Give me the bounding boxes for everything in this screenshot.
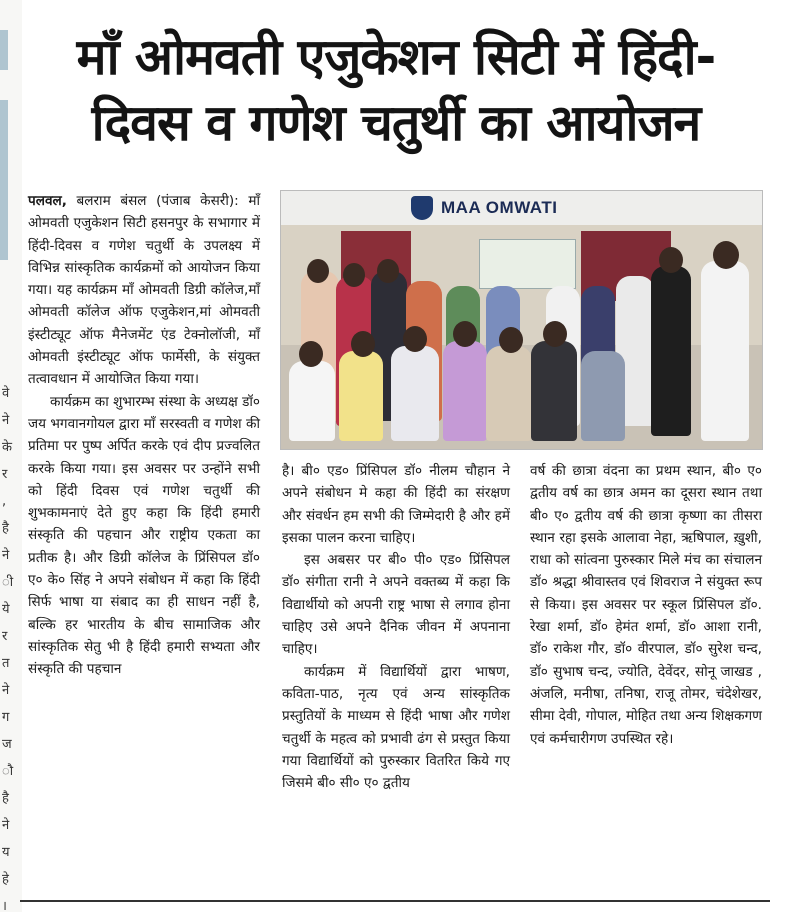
institution-sign xyxy=(411,195,571,221)
paragraph: वर्ष की छात्रा वंदना का प्रथम स्थान, बी० ए० द्वतीय वर्ष का छात्र अमन का दूसरा स्थान तथा बी० ए० द्वतीय वर्ष की छात्रा कृष्णा का तीसरा स्थान रहा इसके आलावा नेहा, ऋषिपाल, ख़ुशी, राधा को सांत्वना पुरुस्कार मिले मंच का संचालन डॉ० श्रद्धा श्रीवास्तव एवं शिवराज ने संयुक्त रूप से किया। इस अवसर पर स्कूल प्रिंसिपल डॉ०. रेखा शर्मा, डॉ० हेमंत शर्मा, डॉ० आशा रानी, डॉ० राकेश गौर, डॉ० वीरपाल, डॉ० सुरेश चन्द, डॉ० सुभाष चन्द, ज्योति, देवेंदर, सोनू जाखड , अंजलि, मनीषा, तनिषा, राजू तोमर, चंदेशेखर, सीमा देवी, गोपाल, मोहित तथा अन्य शिक्षकगण एवं कर्मचारीगण उपस्थित रहे। xyxy=(530,463,762,747)
article-column-1 xyxy=(28,190,260,681)
dateline: पलवल, xyxy=(28,193,67,209)
article-column-3 xyxy=(530,460,762,750)
paragraph: कार्यक्रम का शुभारम्भ संस्था के अध्यक्ष डॉ० जय भगवानगोयल द्वारा माँ सरस्वती व गणेश की प्रतिमा पर पुष्प अर्पित करके एवं दीप प्रज्वलित करके किया गया। इस अवसर पर उन्होंने सभी को हिंदी दिवस एवं गणेश चतुर्थी की शुभकामनाएं देते हुए कहा कि हिंदी हमारी संस्कृति की पहचान और राष्ट्रीय एकता का प्रतीक है। और डिग्री कॉलेज के प्रिंसिपल डॉ० ए० के० सिंह ने अपने संबोधन में कहा कि हिंदी सिर्फ भाषा या संबाद का ही साधन नहीं है, बल्कि हर भारतीय के बीच सामाजिक और सांस्कृतिक सेतु भी है हिंदी हमारी सभ्यता और संस्कृति की पहचान xyxy=(28,393,260,678)
adjacent-article-strip xyxy=(0,0,22,912)
headline-line-2: दिवस व गणेश चतुर्थी का आयोजन xyxy=(91,94,701,152)
paragraph: इस अबसर पर बी० पी० एड० प्रिंसिपल डॉ० संगीता रानी ने अपने वक्तब्य में कहा कि विद्यार्थीयो को अपनी राष्ट्र भाषा से लगाव होना चाहिए उसे अपने दैनिक जीवन में अपनाना चाहिए। xyxy=(282,552,510,658)
headline-line-1: माँ ओमवती एजुकेशन सिटी में हिंदी- xyxy=(76,28,716,86)
stage-banner xyxy=(479,239,576,289)
paragraph: बलराम बंसल (पंजाब केसरी): माँ ओमवती एजुकेशन सिटी हसनपुर के सभागार में हिंदी-दिवस व गणेश चतुर्थी के उपलक्ष्य में विभिन्न सांस्कृतिक कार्यक्रमों को आयोजन किया गया। यह कार्यक्रम माँ ओमवती डिग्री कॉलेज,माँ ओमवती कॉलेज ऑफ एजुकेशन,मां ओमवती इंस्टीट्यूट ऑफ मैनेजमेंट एंड टेक्नोलॉजी, मॉं ओमवती इंस्टीट्यूट ऑफ फार्मेसी, के संयुक्त तत्वावधान में आयोजित किया गया। xyxy=(28,193,260,388)
paragraph: है। बी० एड० प्रिंसिपल डॉ० नीलम चौहान ने अपने संबोधन मे कहा की हिंदी का संरक्षण और संवर्धन हम सभी की जिम्मेदारी है और हमें इसका पालन करना चाहिए। xyxy=(282,463,510,546)
paragraph: कार्यक्रम में विद्यार्थियों द्वारा भाषण, कविता-पाठ, नृत्य एवं अन्य सांस्कृतिक प्रस्तुतियों के माध्यम से हिंदी भाषा और गणेश चतुर्थी के महत्व को प्रभावी ढंग से प्रस्तुत किया गया विद्यार्थियों को पुरुस्कार वितरित किये गए जिसमे बी० सी० ए० द्वतीय xyxy=(282,663,510,792)
article-headline xyxy=(26,24,766,156)
article-column-2 xyxy=(282,460,510,794)
shield-logo-icon xyxy=(411,196,433,220)
bottom-rule xyxy=(20,900,770,902)
event-photo xyxy=(280,190,763,450)
adjacent-article-fragment: वे ने के र , है ने ी ये र त ने ग ज ौ है ने य हे । xyxy=(2,386,14,914)
sign-text: MAA OMWATI xyxy=(441,198,558,217)
